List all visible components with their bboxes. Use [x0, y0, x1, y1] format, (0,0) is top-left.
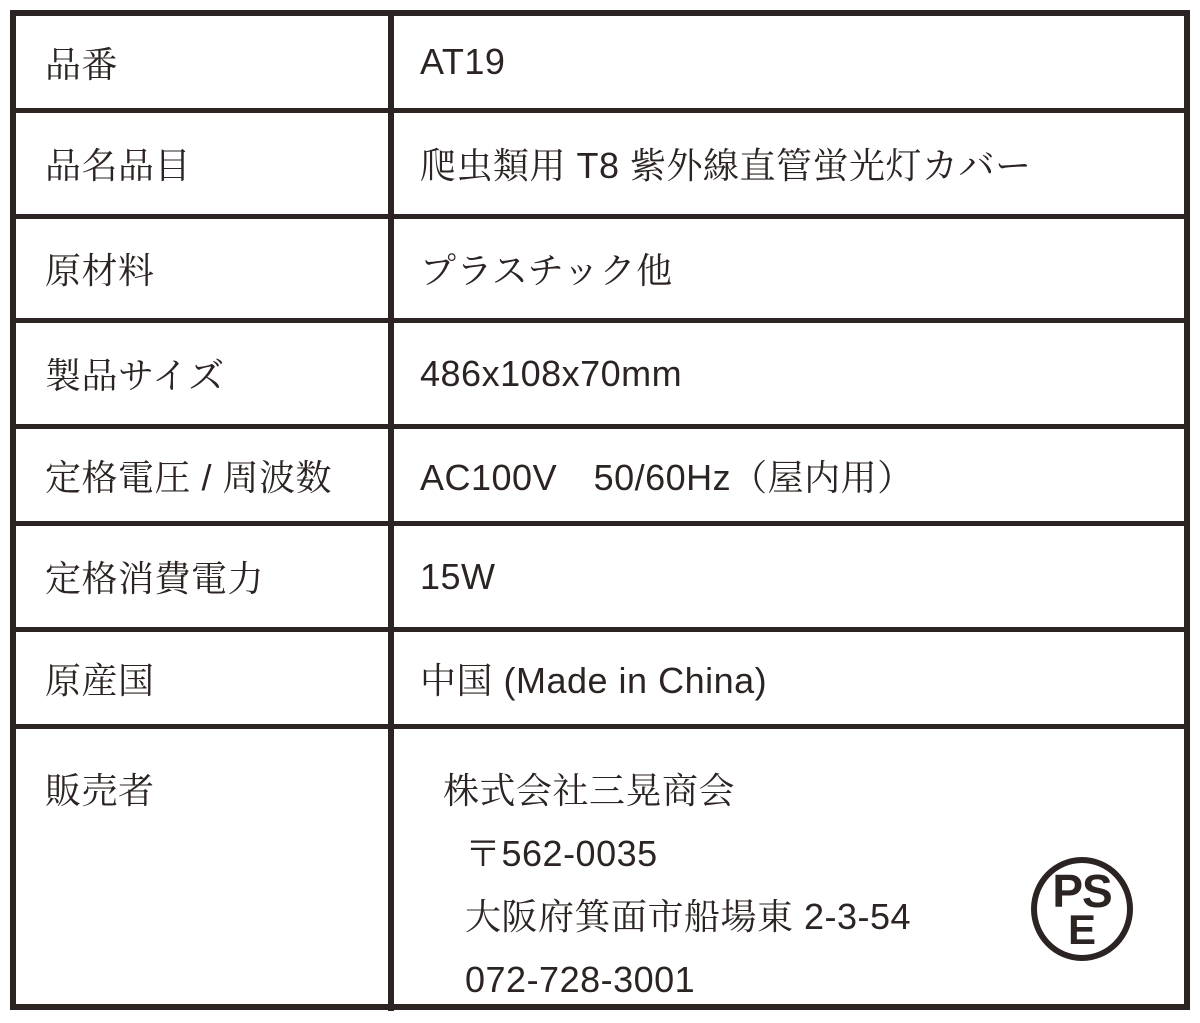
seller-phone-number: 072-728-3001	[465, 959, 696, 1000]
spec-label: 定格電圧 / 周波数	[16, 429, 394, 521]
spec-value: 爬虫類用 T8 紫外線直管蛍光灯カバー	[420, 145, 1032, 186]
spec-value: プラスチック他	[420, 250, 673, 291]
spec-label: 定格消費電力	[16, 526, 394, 627]
table-row-product-size	[16, 323, 1184, 429]
spec-value: AC100V 50/60Hz（屋内用）	[420, 456, 914, 498]
spec-value: AT19	[420, 41, 506, 82]
spec-table	[10, 10, 1190, 1010]
spec-value: 486x108x70mm	[420, 352, 683, 394]
table-row-material	[16, 219, 1184, 323]
pse-certification-icon	[1031, 857, 1133, 961]
spec-label: 販売者	[16, 729, 394, 1011]
pse-mark-e-text: E	[1067, 906, 1096, 953]
table-row-rated-voltage	[16, 429, 1184, 526]
seller-company-name: 株式会社三晃商会	[443, 770, 736, 811]
table-row-country-of-origin	[16, 632, 1184, 729]
spec-value: 中国 (Made in China)	[420, 659, 768, 701]
pse-mark-ps-text: PS	[1052, 865, 1112, 917]
spec-value: 15W	[420, 555, 496, 597]
table-row-rated-power	[16, 526, 1184, 632]
table-row-seller	[16, 729, 1184, 1011]
spec-label: 原産国	[16, 632, 394, 724]
spec-label: 製品サイズ	[16, 323, 394, 424]
table-row-product-name	[16, 113, 1184, 219]
spec-label: 品番	[16, 16, 394, 108]
seller-address: 大阪府箕面市船場東 2-3-54	[465, 896, 912, 937]
spec-label: 品名品目	[16, 113, 394, 214]
table-row-item-number	[16, 16, 1184, 113]
seller-postal-code: 〒562-0035	[465, 833, 658, 874]
spec-label: 原材料	[16, 219, 394, 318]
